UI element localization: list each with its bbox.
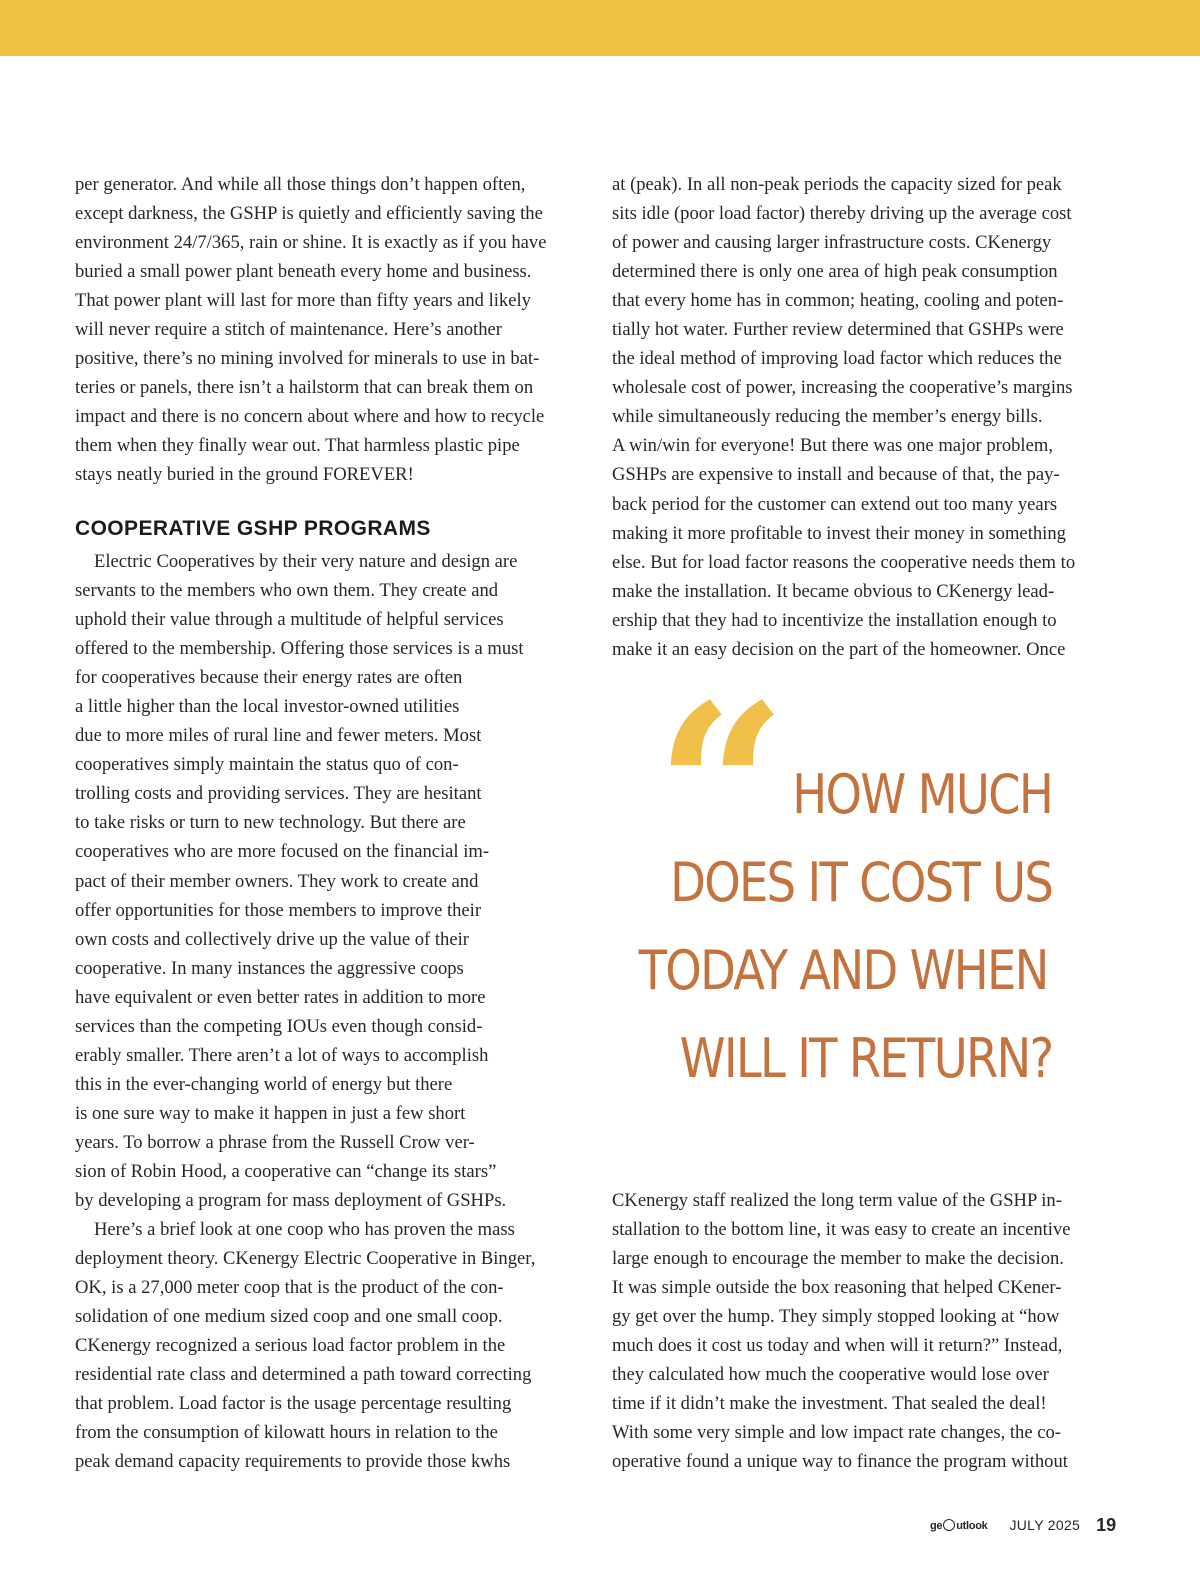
text-line: stays neatly buried in the ground FOREVER! — [75, 464, 414, 486]
top-accent-bar — [0, 0, 1200, 56]
text-line: the ideal method of improving load factor which reduces the — [612, 348, 1062, 370]
text-line: make the installation. It became obvious to CKenergy lead- — [612, 580, 1055, 602]
right-column-top-text — [612, 170, 1127, 664]
magazine-logo — [930, 1519, 987, 1532]
text-line: wholesale cost of power, increasing the cooperative’s margins — [612, 377, 1073, 399]
text-line: deployment theory. CKenergy Electric Cooperative in Binger, — [75, 1248, 536, 1270]
pull-quote — [638, 655, 1070, 1115]
text-line: except darkness, the GSHP is quietly and efficiently saving the — [75, 203, 543, 225]
text-line: from the consumption of kilowatt hours in relation to the — [75, 1422, 498, 1444]
text-line: solidation of one medium sized coop and one small coop. — [75, 1306, 503, 1328]
text-line: own costs and collectively drive up the value of their — [75, 928, 469, 950]
text-line: make it an easy decision on the part of the homeowner. Once — [612, 638, 1066, 660]
text-line: time if it didn’t make the investment. That sealed the deal! — [612, 1393, 1047, 1415]
section-heading: COOPERATIVE GSHP PROGRAMS — [75, 517, 431, 540]
text-line: a little higher than the local investor-owned utilities — [75, 696, 460, 718]
text-line: cooperative. In many instances the aggressive coops — [75, 957, 464, 979]
text-line: while simultaneously reducing the member’s energy bills. — [612, 406, 1043, 428]
text-line: tially hot water. Further review determined that GSHPs were — [612, 319, 1064, 341]
text-line: due to more miles of rural line and fewer meters. Most — [75, 725, 482, 747]
text-line: buried a small power plant beneath every home and business. — [75, 261, 532, 283]
text-line: they calculated how much the cooperative would lose over — [612, 1364, 1049, 1386]
text-line: That power plant will last for more than fifty years and likely — [75, 290, 531, 312]
left-column-top-text — [75, 170, 590, 490]
text-line: servants to the members who own them. They create and — [75, 580, 499, 602]
text-line: else. But for load factor reasons the cooperative needs them to — [612, 551, 1076, 573]
page-footer — [930, 1512, 1125, 1538]
text-line: cooperatives who are more focused on the financial im- — [75, 841, 490, 863]
text-line: Electric Cooperatives by their very nature and design are — [94, 551, 518, 572]
text-line: services than the competing IOUs even though consid- — [75, 1015, 483, 1037]
text-line: A win/win for everyone! But there was one major problem, — [612, 435, 1053, 457]
quote-mark-icon: “ — [655, 655, 766, 925]
pull-quote-line: HOW MUCH — [792, 763, 1052, 826]
text-line: gy get over the hump. They simply stopped looking at “how — [612, 1306, 1060, 1328]
text-line: sits idle (poor load factor) thereby driving up the average cost — [612, 203, 1072, 225]
text-line: trolling costs and providing services. They are hesitant — [75, 783, 482, 805]
text-line: CKenergy recognized a serious load factor problem in the — [75, 1335, 506, 1357]
text-line: will never require a stitch of maintenance. Here’s another — [75, 319, 502, 341]
text-line: Here’s a brief look at one coop who has proven the mass — [94, 1219, 515, 1241]
logo-globe-icon — [943, 1519, 955, 1531]
text-line: environment 24/7/365, rain or shine. It is exactly as if you have — [75, 232, 547, 254]
text-line: back period for the customer can extend out too many years — [612, 493, 1058, 515]
left-column-body-text — [75, 547, 590, 1477]
text-line: offered to the membership. Offering those services is a must — [75, 638, 524, 660]
text-line: that problem. Load factor is the usage percentage resulting — [75, 1393, 512, 1415]
text-line: positive, there’s no mining involved for minerals to use in bat- — [75, 348, 540, 370]
pull-quote-line: TODAY AND WHEN — [638, 939, 1048, 1002]
text-line: of power and causing larger infrastructure costs. CKenergy — [612, 232, 1052, 254]
pull-quote-line: WILL IT RETURN? — [679, 1027, 1052, 1090]
text-line: CKenergy staff realized the long term value of the GSHP in- — [612, 1190, 1062, 1211]
text-line: erably smaller. There aren’t a lot of ways to accomplish — [75, 1044, 489, 1066]
text-line: GSHPs are expensive to install and because of that, the pay- — [612, 464, 1060, 486]
text-line: stallation to the bottom line, it was easy to create an incentive — [612, 1219, 1071, 1241]
logo-suffix: utlook — [956, 1519, 988, 1532]
text-line: years. To borrow a phrase from the Russell Crow ver- — [75, 1131, 475, 1153]
text-line: residential rate class and determined a path toward correcting — [75, 1364, 532, 1386]
text-line: teries or panels, there isn’t a hailstorm that can break them on — [75, 377, 534, 399]
page-number: 19 — [1096, 1514, 1117, 1535]
pull-quote-line: DOES IT COST US — [670, 851, 1052, 914]
text-line: much does it cost us today and when will it return?” Instead, — [612, 1335, 1063, 1357]
text-line: sion of Robin Hood, a cooperative can “change its stars” — [75, 1160, 497, 1182]
text-line: per generator. And while all those things don’t happen often, — [75, 174, 526, 195]
text-line: With some very simple and low impact rate changes, the co- — [612, 1422, 1061, 1444]
text-line: operative found a unique way to finance the program without — [612, 1451, 1068, 1473]
right-column-bottom-text — [612, 1186, 1127, 1476]
text-line: ership that they had to incentivize the installation enough to — [612, 609, 1057, 631]
text-line: impact and there is no concern about where and how to recycle — [75, 406, 545, 428]
text-line: that every home has in common; heating, cooling and poten- — [612, 290, 1064, 312]
text-line: large enough to encourage the member to make the decision. — [612, 1248, 1064, 1270]
text-line: OK, is a 27,000 meter coop that is the product of the con- — [75, 1277, 504, 1299]
text-line: pact of their member owners. They work to create and — [75, 870, 479, 892]
text-line: have equivalent or even better rates in addition to more — [75, 986, 486, 1008]
text-line: is one sure way to make it happen in just a few short — [75, 1102, 466, 1124]
text-line: It was simple outside the box reasoning that helped CKener- — [612, 1277, 1062, 1299]
text-line: to take risks or turn to new technology. But there are — [75, 812, 466, 834]
text-line: this in the ever-changing world of energy but there — [75, 1073, 453, 1095]
text-line: offer opportunities for those members to improve their — [75, 899, 482, 921]
text-line: cooperatives simply maintain the status quo of con- — [75, 754, 459, 776]
text-line: by developing a program for mass deployment of GSHPs. — [75, 1190, 507, 1212]
text-line: at (peak). In all non-peak periods the capacity sized for peak — [612, 174, 1062, 195]
text-line: peak demand capacity requirements to provide those kwhs — [75, 1451, 511, 1473]
text-line: for cooperatives because their energy rates are often — [75, 667, 463, 689]
text-line: uphold their value through a multitude of helpful services — [75, 609, 504, 631]
issue-date: JULY 2025 — [1009, 1517, 1081, 1533]
text-line: them when they finally wear out. That harmless plastic pipe — [75, 435, 520, 457]
logo-prefix: ge — [930, 1519, 943, 1532]
text-line: making it more profitable to invest their money in something — [612, 522, 1066, 544]
text-line: determined there is only one area of high peak consumption — [612, 261, 1058, 283]
